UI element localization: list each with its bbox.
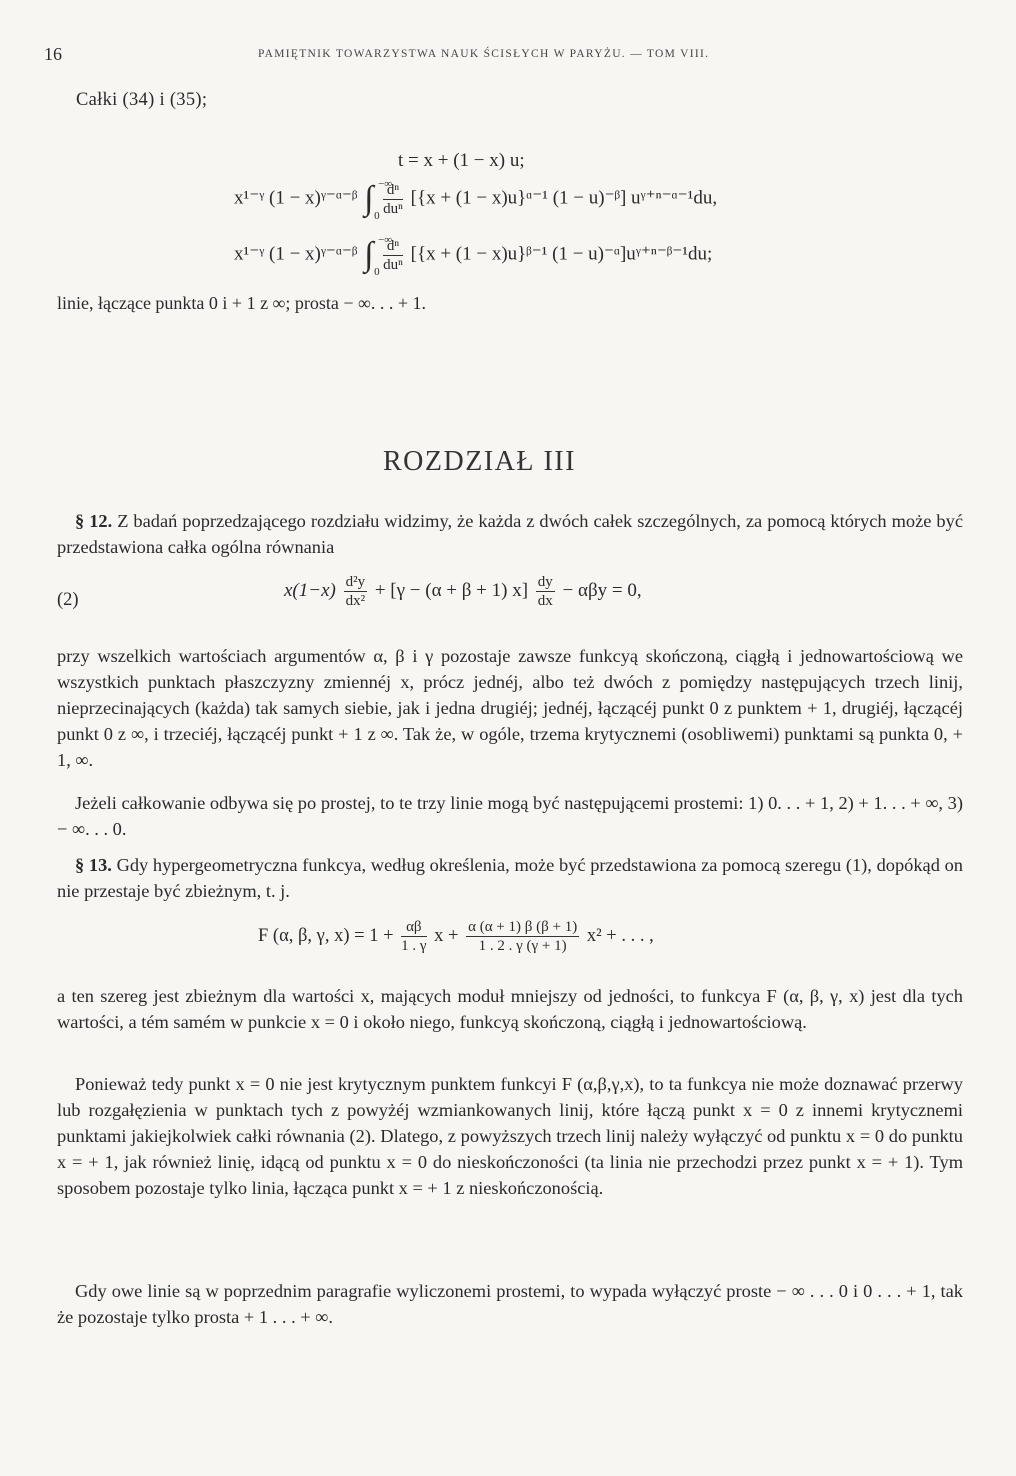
series-mid: x + <box>434 925 459 946</box>
derivative-fraction: $\frac{\text{dⁿ}}{\text{duⁿ}}$ <box>383 237 403 273</box>
integral-1-prefix: x¹⁻ᵞ (1 − x)ᵞ⁻ᵅ⁻ᵝ <box>234 187 358 209</box>
integral-2-upper-limit: −∞ <box>378 234 393 246</box>
formula-integral-1 <box>234 178 718 222</box>
series-tail: x² + . . . , <box>586 925 654 946</box>
series-lhs: F (α, β, γ, x) = 1 + <box>258 925 394 946</box>
series-term-2: $\frac{\alpha (\alpha + 1) \beta (\beta + 1)}{1 . 2 . \gamma (\gamma + 1)}$ <box>468 919 578 954</box>
intro-line: Całki (34) i (35); <box>76 90 208 110</box>
running-title: PAMIĘTNIK TOWARZYSTWA NAUK ŚCISŁYCH W PARYŻU. — TOM VIII. <box>258 48 710 60</box>
section-13-paragraph <box>57 852 963 904</box>
eq2-lhs: x(1−x) <box>284 579 336 601</box>
integral-sign: ∫ −∞ 0 <box>364 178 393 222</box>
integral-2-lower-limit: 0 <box>374 266 380 278</box>
formula-t-definition: t = x + (1 − x) u; <box>398 150 525 171</box>
integral-sign: ∫ −∞ 0 <box>364 234 393 278</box>
integral-1-body: [{x + (1 − x)u}ᵅ⁻¹ (1 − u)⁻ᵝ] uᵞ⁺ⁿ⁻ᵅ⁻¹du, <box>410 187 718 209</box>
second-derivative-fraction: $\frac{\text{d²y}}{\text{dx²}}$ <box>345 574 366 609</box>
integral-1-lower-limit: 0 <box>374 210 380 222</box>
section-12-continuation: przy wszelkich wartościach argumentów α, β i γ pozostaje zawsze funkcyą skończoną, ciągłą i jednowartościową we wszystkich punktach płaszczyzny zmiennéj x, prócz jednéj, albo też dwóch z pomiędzy następujących trzech linij, nieprzecinających (każda) tak samych siebie, jak i jedna drugiéj; jednéj, łączącéj punkt 0 z punktem + 1, drugiéj, łączącéj punkt 0 z ∞, i trzeciéj, łączącéj punkt + 1 z ∞. Tak że, w ogóle, trzema krytycznemi (osobliwemi) punktami są punkta 0, + 1, ∞. <box>57 646 963 770</box>
page-number: 16 <box>44 44 62 64</box>
section-13-marker: § 13. <box>75 855 112 875</box>
gdy-paragraph: Gdy owe linie są w poprzednim paragrafie wyliczonemi prostemi, to wypada wyłączyć proste − ∞ . . . 0 i 0 . . . + 1, tak że pozostaje tylko prosta + 1 . . . + ∞. <box>57 1281 963 1327</box>
eq2-rhs: − αβy = 0, <box>562 579 642 601</box>
integral-2-prefix: x¹⁻ᵞ (1 − x)ᵞ⁻ᵅ⁻ᵝ <box>234 243 358 265</box>
section-12-paragraph <box>57 508 963 560</box>
integral-1-upper-limit: −∞ <box>378 178 393 190</box>
linie-line: linie, łączące punkta 0 i + 1 z ∞; prosta − ∞. . . + 1. <box>57 293 427 313</box>
section-13-text: Gdy hypergeometryczna funkcya, według określenia, może być przedstawiona za pomocą szeregu (1), dopókąd on nie przestaje być zbieżnym, t. j. <box>57 855 963 901</box>
first-derivative-fraction: $\frac{dy}{dx}$ <box>537 574 553 609</box>
jezeli-paragraph: Jeżeli całkowanie odbywa się po prostej, to te trzy linie mogą być następującemi prostemi: 1) 0. . . + 1, 2) + 1. . . + ∞, 3) − ∞. . . 0. <box>57 793 963 839</box>
integral-2-body: [{x + (1 − x)u}ᵝ⁻¹ (1 − u)⁻ᵅ]uᵞ⁺ⁿ⁻ᵝ⁻¹du; <box>410 243 713 265</box>
derivative-fraction: $\frac{\text{dⁿ}}{\text{duⁿ}}$ <box>383 181 403 217</box>
equation-number: (2) <box>57 590 79 610</box>
equation-2 <box>284 573 642 610</box>
poniewaz-paragraph: Ponieważ tedy punkt x = 0 nie jest krytycznym punktem funkcyi F (α,β,γ,x), to ta funkcya nie może doznawać przerwy lub rozgałęzienia w punktach tych z powyżéj wzmiankowanych linij, które łączą punkt x = 0 z innemi krytycznemi punktami jakiejkolwiek całki równania (2). Dlatego, z powyższych trzech linij należy wyłączyć od punktu x = 0 do punktu x = + 1, jak również linię, idącą od punktu x = 0 do nieskończoności (ta linia nie przechodzi przez punkt x = + 1). Tym sposobem pozostaje tylko linia, łącząca punkt x = + 1 z nieskończonością. <box>57 1074 963 1198</box>
section-12-marker: § 12. <box>75 511 113 531</box>
chapter-heading: ROZDZIAŁ III <box>383 446 576 477</box>
series-term-1: $\frac{\alpha\beta}{1 . \gamma}$ <box>401 919 427 954</box>
section-12-text: Z badań poprzedzającego rozdziału widzimy, że każda z dwóch całek szczególnych, za pomocą których może być przedstawiona całka ogólna równania <box>57 511 963 557</box>
after-series-paragraph: a ten szereg jest zbieżnym dla wartości x, mających moduł mniejszy od jedności, to funkcya F (α, β, γ, x) jest dla tych wartości, a tém samém w punkcie x = 0 i około niego, funkcyą skończoną, ciągłą i jednowartościową. <box>57 986 963 1032</box>
eq2-middle: + [γ − (α + β + 1) x] <box>374 579 529 601</box>
series-formula <box>258 918 654 955</box>
formula-integral-2 <box>234 234 713 278</box>
